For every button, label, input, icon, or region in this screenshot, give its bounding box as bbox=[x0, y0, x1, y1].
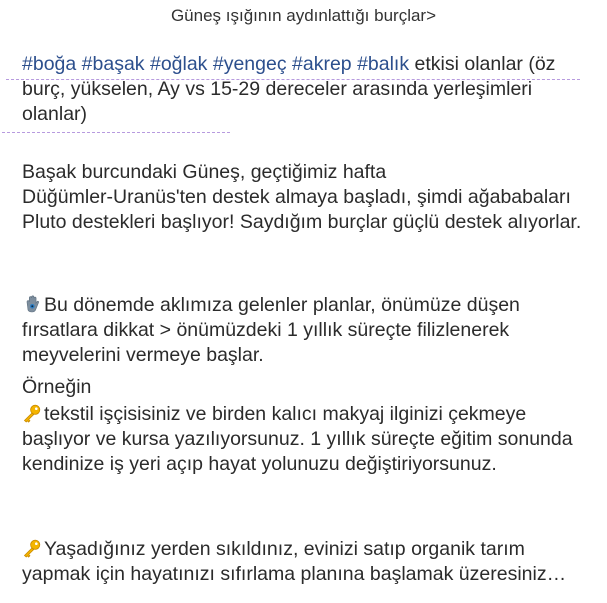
key-icon bbox=[22, 403, 42, 423]
hamsa-paragraph bbox=[22, 293, 594, 368]
hashtag-balik[interactable]: #balık bbox=[357, 53, 410, 75]
hashtag-yengec[interactable]: #yengeç bbox=[212, 53, 287, 75]
hamsa-icon bbox=[22, 294, 42, 314]
key-paragraph-2-text: Yaşadığınız yerden sıkıldınız, evinizi satıp organik tarım yapmak için hayatınızı sıfırlama planına başlamak üzeresiniz… bbox=[22, 538, 567, 585]
hamsa-paragraph-text: Bu dönemde aklımıza gelenler planlar, önümüze düşen fırsatlara dikkat > önümüzdeki 1 yıllık süreçte filizlenerek meyvelerini vermeye başlar. bbox=[22, 294, 520, 366]
sun-paragraph: Başak burcundaki Güneş, geçtiğimiz hafta Düğümler-Uranüs'ten destek almaya başladı, şimdi ağababaları Pluto destekleri başlıyor! Saydığım burçlar güçlü destek alıyorlar. bbox=[22, 161, 582, 233]
dashed-underline bbox=[2, 132, 230, 133]
example-label: Örneğin bbox=[22, 376, 92, 398]
key-paragraph-2 bbox=[22, 537, 594, 587]
hashtag-akrep[interactable]: #akrep bbox=[292, 53, 352, 75]
hashtag-basak[interactable]: #başak bbox=[81, 53, 145, 75]
hashtag-oglak[interactable]: #oğlak bbox=[149, 53, 208, 75]
key-paragraph-1-text: tekstil işçisisiniz ve birden kalıcı makyaj ilginizi çekmeye başlıyor ve kursa yazılıyorsunuz. 1 yıllık süreçte eğitim sonunda kendinize iş yeri açıp hayat yolunuzu değiştiriyorsunuz. bbox=[22, 403, 573, 475]
post-title: Güneş ışığının aydınlattığı burçlar> bbox=[170, 6, 437, 25]
hashtag-paragraph bbox=[22, 52, 594, 127]
hashtag-suffix-text: etkisi olanlar (öz burç, yükselen, Ay vs 15-29 dereceler arasında yerleşimleri olanlar) bbox=[22, 53, 556, 125]
key-paragraph-1 bbox=[22, 402, 594, 477]
hashtag-boga[interactable]: #boğa bbox=[22, 53, 77, 75]
key-icon bbox=[22, 538, 42, 558]
